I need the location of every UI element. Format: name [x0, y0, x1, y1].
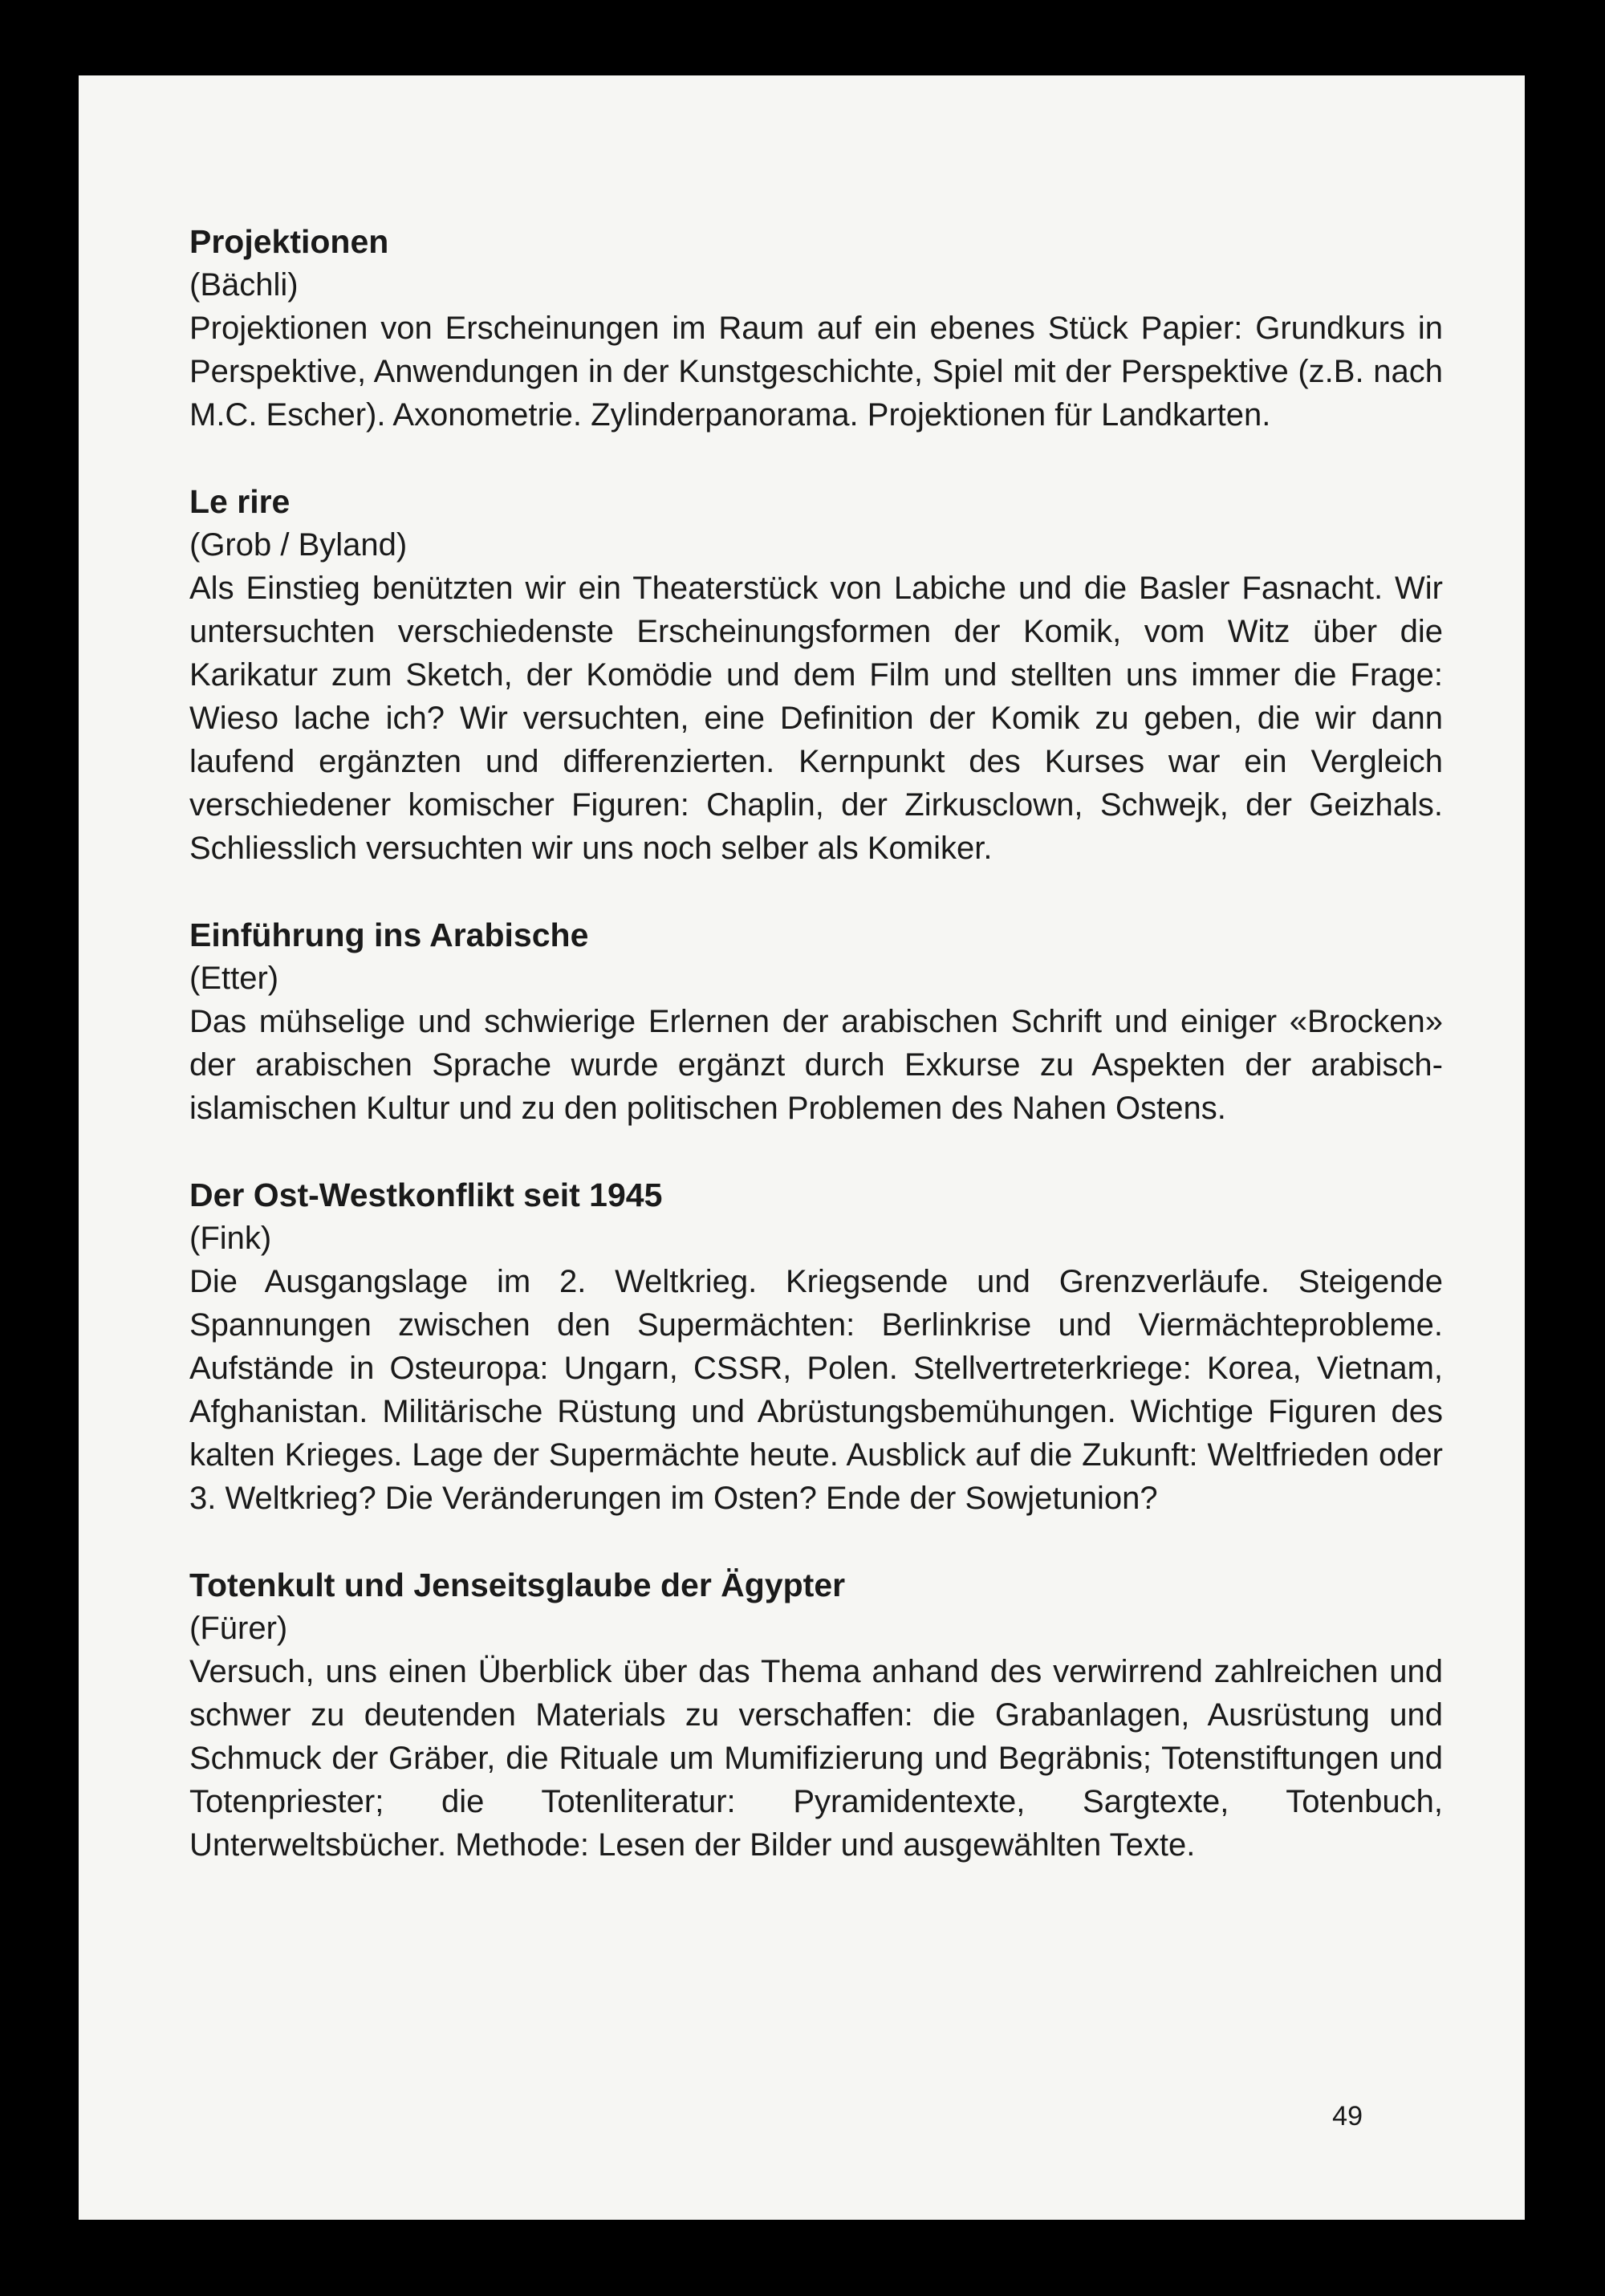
section-ost-westkonflikt: [189, 1173, 1443, 1520]
section-projektionen: [189, 220, 1443, 437]
section-body: Versuch, uns einen Überblick über das Thema anhand des verwirrend zahlreichen und schwer zu deutenden Materials zu verschaffen: die Grabanlagen, Ausrüstung und Schmuck der Gräber, die Rituale um Mumifizierung und Begräbnis; Totenstiftungen und Totenpriester; die Totenliteratur: Pyramidentexte, Sargtexte, Totenbuch, Unterweltsbücher. Methode: Lesen der Bilder und ausgewählten Texte.: [189, 1654, 1443, 1863]
document-page: [79, 75, 1525, 2220]
section-body: Das mühselige und schwierige Erlernen der arabischen Schrift und einiger «Brocken» der arabischen Sprache wurde ergänzt durch Exkurse zu Aspekten der arabisch-islamischen Kultur und zu den politischen Problemen des Nahen Ostens.: [189, 1004, 1443, 1126]
section-heading: Projektionen: [189, 223, 389, 260]
section-body: Als Einstieg benützten wir ein Theaterstück von Labiche und die Basler Fasnacht. Wir untersuchten verschiedenste Erscheinungsformen der Komik, vom Witz über die Karikatur zum Sketch, der Komödie und dem Film und stellten uns immer die Frage: Wieso lache ich? Wir versuchten, eine Definition der Komik zu geben, die wir dann laufend ergänzten und differenzierten. Kernpunkt des Kurses war ein Vergleich verschiedener komischer Figuren: Chaplin, der Zirkusclown, Schwejk, der Geizhals. Schliesslich versuchten wir uns noch selber als Komiker.: [189, 571, 1443, 866]
section-heading: Einführung ins Arabische: [189, 916, 589, 953]
section-author: (Fürer): [189, 1611, 288, 1646]
section-author: (Fink): [189, 1221, 272, 1256]
section-body: Die Ausgangslage im 2. Weltkrieg. Kriegsende und Grenzverläufe. Steigende Spannungen zwischen den Supermächten: Berlinkrise und Viermächteprobleme. Aufstände in Osteuropa: Ungarn, CSSR, Polen. Stellvertreterkriege: Korea, Vietnam, Afghanistan. Militärische Rüstung und Abrüstungsbemühungen. Wichtige Figuren des kalten Krieges. Lage der Supermächte heute. Ausblick auf die Zukunft: Weltfrieden oder 3. Weltkrieg? Die Veränderungen im Osten? Ende der Sowjetunion?: [189, 1264, 1443, 1516]
section-heading: Der Ost-Westkonflikt seit 1945: [189, 1176, 663, 1213]
section-le-rire: [189, 480, 1443, 870]
page-number: 49: [1332, 2101, 1363, 2131]
section-arabisch: [189, 913, 1443, 1130]
section-author: (Etter): [189, 961, 279, 996]
section-body: Projektionen von Erscheinungen im Raum auf ein ebenes Stück Papier: Grundkurs in Perspektive, Anwendungen in der Kunstgeschichte, Spiel mit der Perspektive (z.B. nach M.C. Escher). Axonometrie. Zylinderpanorama. Projektionen für Landkarten.: [189, 311, 1443, 433]
section-totenkult: [189, 1563, 1443, 1867]
page-content: [189, 220, 1443, 1910]
section-heading: Le rire: [189, 483, 291, 520]
section-heading: Totenkult und Jenseitsglaube der Ägypter: [189, 1567, 846, 1603]
section-author: (Bächli): [189, 267, 299, 303]
section-author: (Grob / Byland): [189, 527, 408, 563]
